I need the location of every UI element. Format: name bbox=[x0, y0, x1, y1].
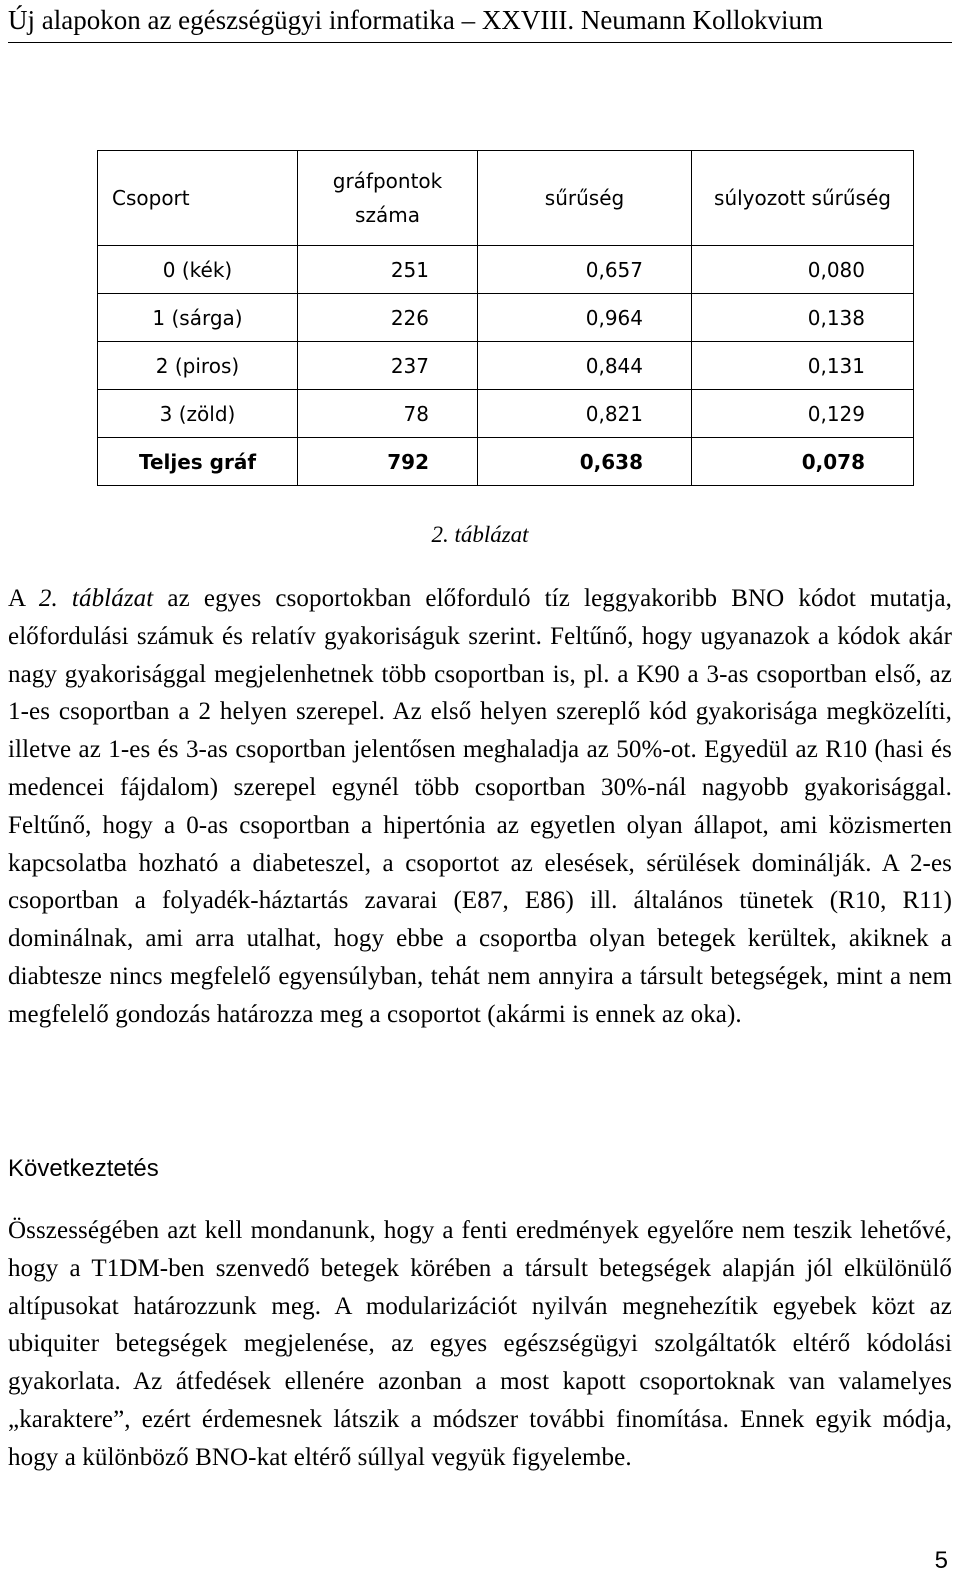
weighted-density-cell: 0,129 bbox=[692, 390, 914, 438]
column-header-group: Csoport bbox=[98, 151, 298, 246]
table-row bbox=[98, 294, 914, 342]
page-number: 5 bbox=[934, 1547, 948, 1574]
density-cell: 0,638 bbox=[478, 438, 692, 486]
paragraph-body: az egyes csoportokban előforduló tíz leggyakoribb BNO kódot mutatja, előfordulási számuk és relatív gyakoriságuk szerint. Feltűnő, hogy ugyanazok a kódok akár nagy gyakorisággal megjelenhetnek több csoportban is, pl. a K90 a 3-as csoportban első, az 1-es csoportban a 2 helyen szerepel. Az első helyen szereplő kód gyakorisága megközelíti, illetve az 1-es és 3-as csoportban jelentősen meghaladja az 50%-ot. Egyedül az R10 (hasi és medencei fájdalom) szerepel egynél több csoportban 30%-nál nagyobb gyakorisággal. Feltűnő, hogy a 0-as csoportban a hipertónia az egyetlen olyan állapot, ami közismerten kapcsolatba hozható a diabeteszel, a csoportot az elesések, sérülések dominálják. A 2-es csoportban a folyadék-háztartás zavarai (E87, E86) ill. általános tünetek (R10, R11) dominálnak, ami arra utalhat, hogy ebbe a csoportba olyan betegek kerültek, akiknek a diabtesze nincs megfelelő egyensúlyban, tehát nem annyira a társult betegségek, mint a nem megfelelő gondozás határozza meg a csoportot (akármi is ennek az oka). bbox=[8, 585, 952, 1028]
column-header-density: sűrűség bbox=[478, 151, 692, 246]
table-reference: 2. táblázat bbox=[38, 585, 154, 612]
density-cell: 0,821 bbox=[478, 390, 692, 438]
node-count-cell: 237 bbox=[298, 342, 478, 390]
table-total-row bbox=[98, 438, 914, 486]
group-cell: Teljes gráf bbox=[98, 438, 298, 486]
density-cell: 0,657 bbox=[478, 246, 692, 294]
running-header: Új alapokon az egészségügyi informatika – XXVIII. Neumann Kollokvium bbox=[8, 5, 824, 35]
table-row bbox=[98, 390, 914, 438]
group-cell: 0 (kék) bbox=[98, 246, 298, 294]
table-caption: 2. táblázat bbox=[431, 522, 529, 547]
weighted-density-cell: 0,131 bbox=[692, 342, 914, 390]
table-row bbox=[98, 342, 914, 390]
section-heading: Következtetés bbox=[8, 1155, 159, 1182]
paragraph-conclusion: Összességében azt kell mondanunk, hogy a fenti eredmények egyelőre nem teszik lehetővé, hogy a T1DM-ben szenvedő betegek körében a társult betegségek alapján jól elkülönülő altípusokat határozzunk meg. A modularizációt nyilván megnehezítik egyebek közt az ubiquiter betegségek megjelenése, az egyes egészségügyi szolgáltatók eltérő kódolási gyakorlata. Az átfedések ellenére azonban a most kapott csoportoknak van valamelyes „karaktere”, ezért érdemesnek látszik a módszer további finomítása. Ennek egyik módja, hogy a különböző BNO-kat eltérő súllyal vegyük figyelembe. bbox=[8, 1217, 952, 1471]
paragraph-table-discussion bbox=[8, 580, 952, 1034]
paragraph-prefix: A bbox=[8, 585, 39, 612]
node-count-cell: 251 bbox=[298, 246, 478, 294]
weighted-density-cell: 0,138 bbox=[692, 294, 914, 342]
table-header-row bbox=[98, 151, 914, 246]
column-header-node-count: gráfpontok száma bbox=[298, 151, 478, 246]
density-cell: 0,844 bbox=[478, 342, 692, 390]
column-header-weighted-density: súlyozott sűrűség bbox=[692, 151, 914, 246]
header-divider bbox=[8, 42, 952, 43]
group-cell: 1 (sárga) bbox=[98, 294, 298, 342]
weighted-density-cell: 0,080 bbox=[692, 246, 914, 294]
results-table bbox=[97, 150, 914, 486]
node-count-cell: 78 bbox=[298, 390, 478, 438]
weighted-density-cell: 0,078 bbox=[692, 438, 914, 486]
table-row bbox=[98, 246, 914, 294]
density-cell: 0,964 bbox=[478, 294, 692, 342]
node-count-cell: 226 bbox=[298, 294, 478, 342]
node-count-cell: 792 bbox=[298, 438, 478, 486]
group-cell: 2 (piros) bbox=[98, 342, 298, 390]
group-cell: 3 (zöld) bbox=[98, 390, 298, 438]
